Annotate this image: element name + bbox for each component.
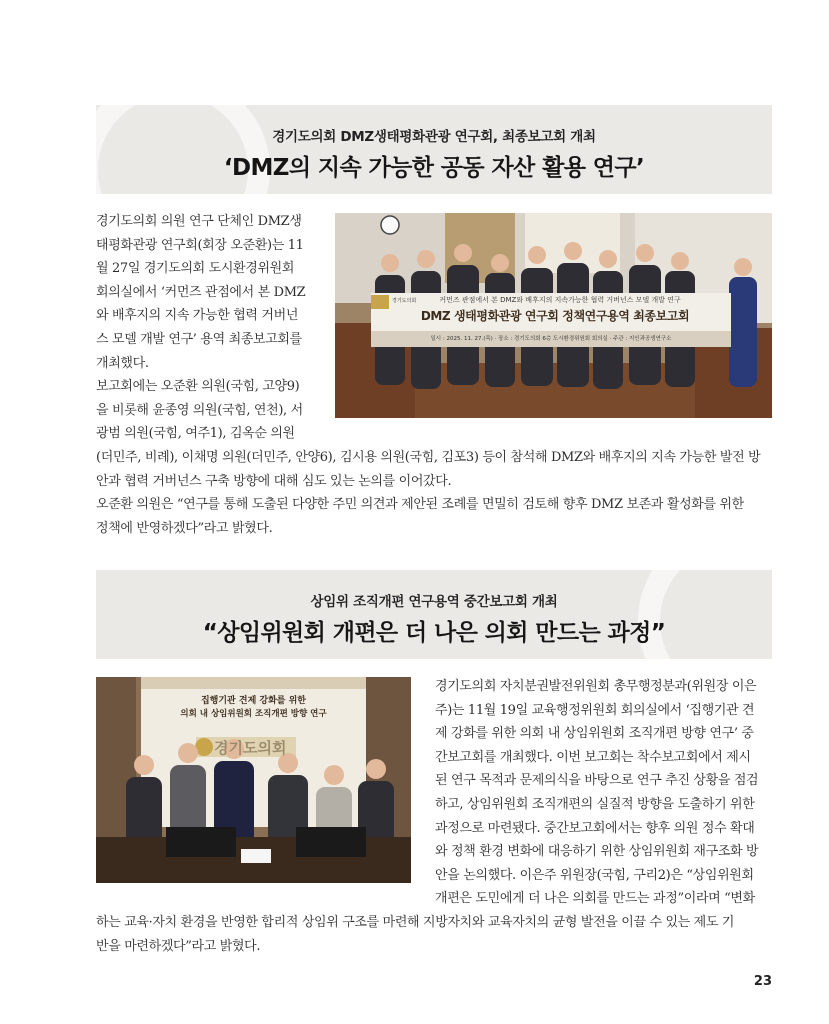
text-line: 보고회에는 오준환 의원(국힘, 고양9) bbox=[96, 379, 300, 395]
article2-photo bbox=[96, 677, 411, 883]
article1-title: ‘DMZ의 지속 가능한 공동 자산 활용 연구’ bbox=[223, 155, 645, 181]
text-line: 개최했다. bbox=[96, 355, 149, 371]
text-line: 안과 협력 거버넌스 구축 방향에 대해 심도 있는 논의를 이어갔다. bbox=[96, 473, 452, 489]
text-line: 과정으로 마련됐다. 중간보고회에서는 향후 의원 정수 확대 bbox=[435, 820, 755, 836]
text-line: 회의실에서 ‘커먼즈 관점에서 본 DMZ bbox=[96, 284, 306, 300]
text-line: (더민주, 비례), 이채명 의원(더민주, 안양6), 김시용 의원(국힘, 김포3) 등이 참석해 DMZ와 배후지의 지속 가능한 발전 방 bbox=[96, 450, 761, 465]
text-line: 경기도의회 자치분권발전위원회 총무행정분과(위원장 이은 bbox=[435, 679, 757, 694]
article2-title: “상임위원회 개편은 더 나은 의회 만드는 과정” bbox=[202, 620, 666, 646]
article1-photo bbox=[335, 213, 772, 418]
text-line: 태평화관광 연구회(회장 오준환)는 11 bbox=[96, 237, 304, 253]
text-line: 간보고회를 개최했다. 이번 보고회는 착수보고회에서 제시 bbox=[435, 749, 751, 765]
article1-header bbox=[96, 105, 772, 194]
article2-full-text bbox=[96, 911, 796, 958]
banner-logo: 경기도의회 bbox=[392, 298, 417, 304]
text-line: 스 모델 개발 연구’ 용역 최종보고회를 bbox=[96, 331, 302, 347]
wall-logo-text: 경기도의회 bbox=[214, 739, 287, 757]
banner-info-text: 일시 : 2025. 11. 27.(목) · 장소 : 경기도의회 6층 도시환경위원회 회의실 · 주관 : 지인과공생연구소 bbox=[430, 336, 672, 342]
text-line: 된 연구 목적과 문제의식을 바탕으로 연구 추진 상황을 점검 bbox=[435, 773, 759, 789]
text-line: 하고, 상임위원회 조직개편의 실질적 방향을 도출하기 위한 bbox=[435, 796, 755, 812]
text-line: 제 강화를 위한 의회 내 상임위원회 조직개편 방향 연구’ 중 bbox=[435, 726, 754, 742]
article2-header bbox=[96, 570, 772, 659]
text-line: 안을 논의했다. 이은주 위원장(국힘, 구리2)은 “상임위원회 bbox=[435, 867, 754, 883]
banner-line1: 집행기관 견제 강화를 위한 bbox=[200, 696, 307, 706]
text-line: 하는 교육·자치 환경을 반영한 합리적 상임위 구조를 마련해 지방자치와 교육자치의 균형 발전을 이끌 수 있는 제도 기 bbox=[96, 915, 735, 930]
text-line: 광범 의원(국힘, 여주1), 김옥순 의원 bbox=[96, 426, 295, 442]
text-line: 와 배후지의 지속 가능한 협력 거버넌 bbox=[96, 308, 299, 324]
text-line: 경기도의회 의원 연구 단체인 DMZ생 bbox=[96, 214, 302, 229]
article1-subtitle: 경기도의회 DMZ생태평화관광 연구회, 최종보고회 개최 bbox=[272, 129, 596, 145]
banner-line2: 의회 내 상임위원회 조직개편 방향 연구 bbox=[180, 709, 327, 719]
text-line: 와 정책 환경 변화에 대응하기 위한 상임위원회 재구조화 방 bbox=[435, 844, 759, 860]
text-line: 개편은 도민에게 더 나은 의회를 만드는 과정”이라며 “변화 bbox=[435, 891, 755, 907]
text-line: 반을 마련하겠다”라고 밝혔다. bbox=[96, 938, 261, 954]
text-line: 정책에 반영하겠다”라고 밝혔다. bbox=[96, 520, 273, 536]
text-line: 을 비롯해 윤종영 의원(국힘, 연천), 서 bbox=[96, 402, 303, 418]
text-line: 월 27일 경기도의회 도시환경위원회 bbox=[96, 261, 295, 277]
banner-main-text: DMZ 생태평화관광 연구회 정책연구용역 최종보고회 bbox=[420, 309, 690, 323]
banner-top-text: 커먼즈 관점에서 본 DMZ와 배후지의 지속가능한 협력 거버넌스 모델 개발 연구 bbox=[439, 296, 681, 304]
article2-subtitle: 상임위 조직개편 연구용역 중간보고회 개최 bbox=[310, 594, 558, 610]
text-line: 주)는 11월 19일 교육행정위원회 회의실에서 ‘집행기관 견 bbox=[435, 702, 755, 718]
text-line: 오준환 의원은 “연구를 통해 도출된 다양한 주민 의견과 제안된 조례를 면밀히 검토해 향후 DMZ 보존과 활성화를 위한 bbox=[96, 497, 744, 513]
page-number: 23 bbox=[753, 974, 772, 989]
article1-full-text bbox=[96, 446, 796, 540]
article1-side-text bbox=[96, 210, 321, 446]
article2-side-text bbox=[435, 675, 775, 911]
